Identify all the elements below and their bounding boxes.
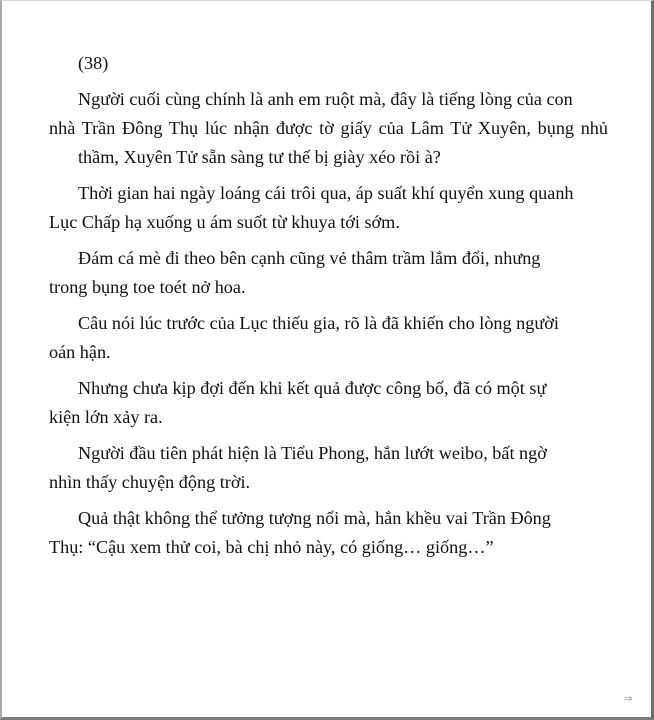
arrow-right-icon[interactable]: ⇒ <box>623 692 633 705</box>
paragraph-first-line: Nhưng chưa kịp đợi đến khi kết quả được công bố, đã có một sự <box>78 378 547 398</box>
document-body <box>49 49 608 562</box>
paragraph-first-line: Quả thật không thể tưởng tượng nổi mà, hắn khều vai Trần Đông <box>78 508 551 528</box>
paragraph-continuation: trong bụng toe toét nở hoa. <box>49 277 246 297</box>
paragraph <box>49 244 608 302</box>
paragraph-continuation: Thụ: “Cậu xem thử coi, bà chị nhỏ này, có giống… giống…” <box>49 537 494 557</box>
paragraph-continuation: kiện lớn xảy ra. <box>49 407 163 427</box>
paragraph-first-line: Câu nói lúc trước của Lục thiếu gia, rõ là đã khiến cho lòng người <box>78 313 559 333</box>
paragraph <box>49 309 608 367</box>
paragraph-continuation: nhìn thấy chuyện động trời. <box>49 472 251 492</box>
paragraph <box>49 85 608 172</box>
paragraph-continuation: Lục Chấp hạ xuống u ám suốt từ khuya tới sớm. <box>49 212 400 232</box>
paragraph-first-line: Người cuối cùng chính là anh em ruột mà, đây là tiếng lòng của con <box>78 89 573 109</box>
paragraph <box>49 504 608 562</box>
paragraph <box>49 179 608 237</box>
paragraph-first-line: Đám cá mè đi theo bên cạnh cũng vẻ thâm trầm lắm đổi, nhưng <box>78 248 541 268</box>
chapter-number: (38) <box>78 53 109 73</box>
paragraph-first-line: Thời gian hai ngày loáng cái trôi qua, áp suất khí quyển xung quanh <box>78 183 574 203</box>
paragraph-continuation: nhà Trần Đông Thụ lúc nhận được tờ giấy của Lâm Tử Xuyên, bụng nhủ thầm, Xuyên Tử sẵn sàng tư thế bị giày xéo rồi à? <box>49 118 608 167</box>
paragraph-continuation: oán hận. <box>49 342 111 362</box>
paragraph <box>49 439 608 497</box>
paragraph <box>49 374 608 432</box>
paragraph-first-line: Người đầu tiên phát hiện là Tiểu Phong, hắn lướt weibo, bất ngờ <box>78 443 547 463</box>
